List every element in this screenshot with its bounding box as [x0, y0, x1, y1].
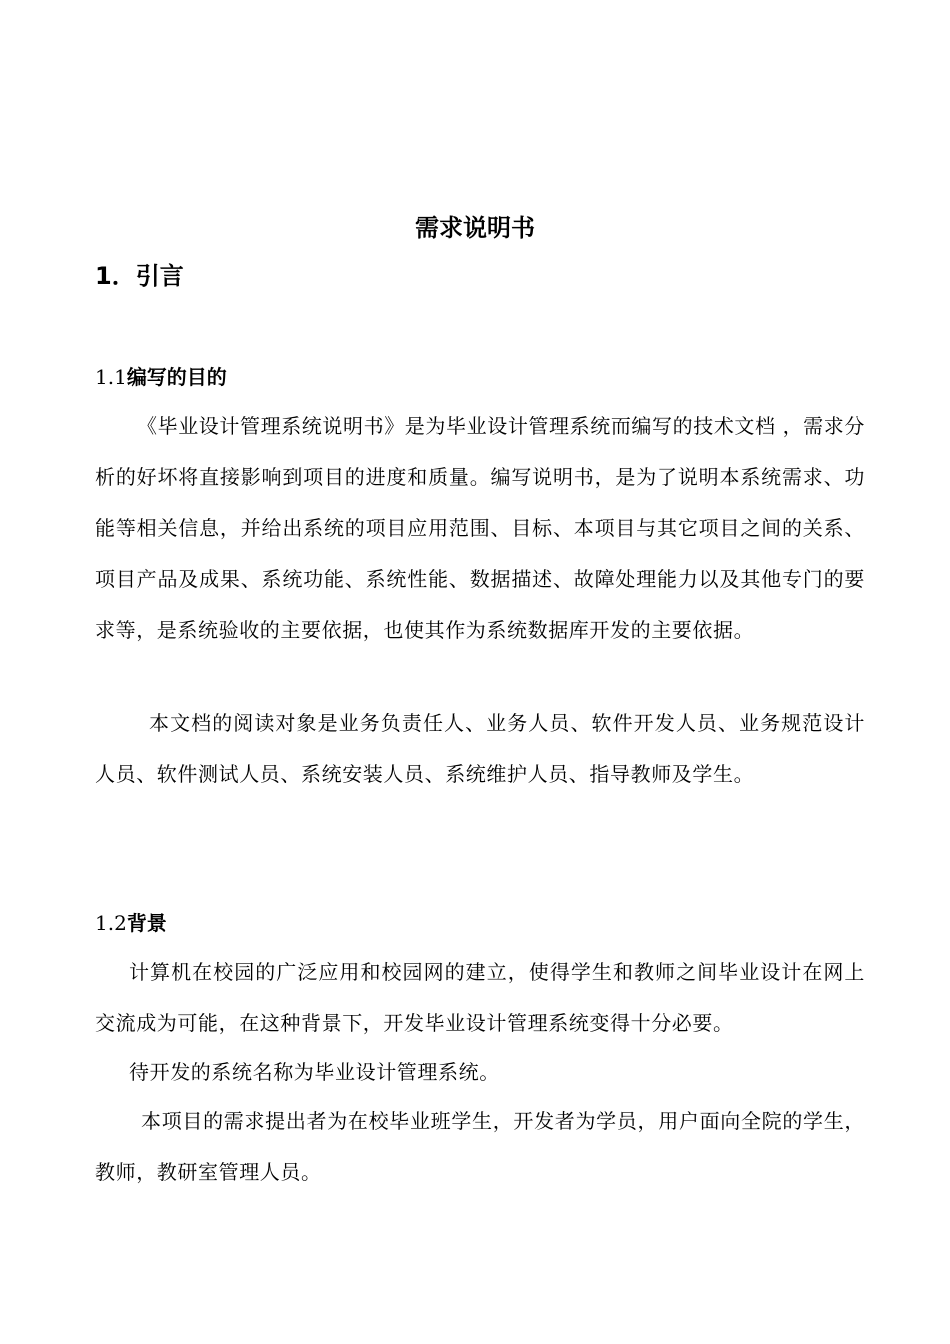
- paragraph-background-3: 本项目的需求提出者为在校毕业班学生，开发者为学员，用户面向全院的学生，教师，教研室管理人员。: [95, 1109, 865, 1184]
- paragraph-purpose-1: 《毕业设计管理系统说明书》是为毕业设计管理系统而编写的技术文档 ，需求分析的好坏将直接影响到项目的进度和质量。编写说明书，是为了说明本系统需求、功能等相关信息，并给出系统的项目应用范围、目标、本项目与其它项目之间的关系、项目产品及成果、系统功能、系统性能、数据描述、故障处理能力以及其他专门的要求等，是系统验收的主要依据，也使其作为系统数据库开发的主要依据。: [95, 414, 865, 642]
- subsection-heading-background: [95, 907, 167, 939]
- document-title: 需求说明书: [415, 214, 535, 242]
- subsection-number: 1.1: [95, 365, 127, 389]
- section-heading-introduction: 1．引言: [95, 262, 184, 290]
- subsection-number: 1.2: [95, 911, 127, 935]
- subsection-heading-purpose: [95, 361, 227, 393]
- subsection-title: 编写的目的: [126, 365, 227, 389]
- subsection-title: 背景: [126, 911, 167, 935]
- paragraph-background-2: 待开发的系统名称为毕业设计管理系统。: [129, 1060, 500, 1084]
- paragraph-purpose-2: 本文档的阅读对象是业务负责任人、业务人员、软件开发人员、业务规范设计人员、软件测试人员、系统安装人员、系统维护人员、指导教师及学生。: [95, 711, 865, 786]
- paragraph-background-1: 计算机在校园的广泛应用和校园网的建立，使得学生和教师之间毕业设计在网上交流成为可能，在这种背景下，开发毕业设计管理系统变得十分必要。: [95, 960, 865, 1035]
